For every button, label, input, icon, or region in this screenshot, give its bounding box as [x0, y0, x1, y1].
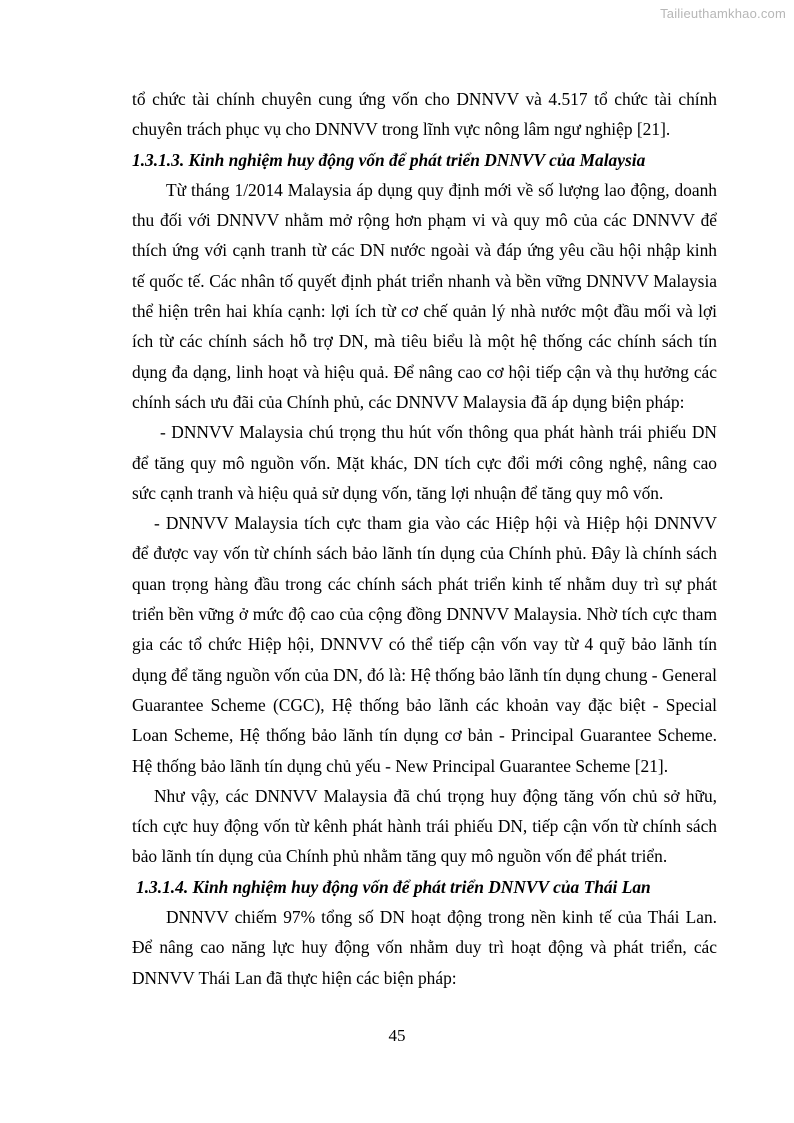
body-line: thể hiện trên hai khía cạnh: lợi ích từ cơ chế quản lý nhà nước một đầu mối và lợi	[132, 301, 717, 322]
watermark: Tailieuthamkhao.com	[660, 6, 786, 21]
body-line: quan trọng hàng đầu trong các chính sách phát triển kinh tế nhằm duy trì sự phát	[132, 573, 717, 594]
section-heading: 1.3.1.3. Kinh nghiệm huy động vốn để phát triển DNNVV của Malaysia	[132, 149, 646, 170]
body-line: - DNNVV Malaysia tích cực tham gia vào các Hiệp hội và Hiệp hội DNNVV	[154, 513, 717, 534]
body-line: DNNVV chiếm 97% tổng số DN hoạt động trong nền kinh tế của Thái Lan.	[166, 907, 717, 928]
body-line: chuyên trách phục vụ cho DNNVV trong lĩnh vực nông lâm ngư nghiệp [21].	[132, 119, 671, 140]
body-line: Như vậy, các DNNVV Malaysia đã chú trọng huy động tăng vốn chủ sở hữu,	[154, 785, 717, 806]
body-line: Từ tháng 1/2014 Malaysia áp dụng quy định mới về số lượng lao động, doanh	[166, 179, 717, 200]
body-line: Hệ thống bảo lãnh tín dụng chủ yếu - New Principal Guarantee Scheme [21].	[132, 755, 669, 776]
body-line: chính sách ưu đãi của Chính phủ, các DNNVV Malaysia đã áp dụng biện pháp:	[132, 391, 685, 412]
body-line: DNNVV Thái Lan đã thực hiện các biện pháp:	[132, 967, 457, 988]
body-line: tổ chức tài chính chuyên cung ứng vốn cho DNNVV và 4.517 tổ chức tài chính	[132, 89, 717, 109]
body-line: sức cạnh tranh và hiệu quả sử dụng vốn, tăng lợi nhuận để tăng quy mô vốn.	[132, 482, 664, 503]
body-line: dụng để tăng nguồn vốn của DN, đó là: Hệ thống bảo lãnh tín dụng chung - General	[132, 664, 717, 685]
body-line: tế quốc tế. Các nhân tố quyết định phát triển nhanh và bền vững DNNVV Malaysia	[132, 270, 717, 291]
body-line: để tăng quy mô nguồn vốn. Mặt khác, DN tích cực đổi mới công nghệ, nâng cao	[132, 452, 717, 473]
body-line: tích cực huy động vốn từ kênh phát hành trái phiếu DN, tiếp cận vốn từ chính sách	[132, 816, 717, 837]
body-line: ích từ các chính sách hỗ trợ DN, mà tiêu biểu là một hệ thống các chính sách tín	[132, 331, 717, 352]
page-number: 45	[388, 1026, 406, 1045]
body-line: - DNNVV Malaysia chú trọng thu hút vốn thông qua phát hành trái phiếu DN	[160, 422, 717, 443]
body-line: gia các tổ chức Hiệp hội, DNNVV có thể tiếp cận vốn vay từ 4 quỹ bảo lãnh tín	[132, 634, 717, 655]
document-body	[132, 84, 717, 993]
body-line: Loan Scheme, Hệ thống bảo lãnh tín dụng cơ bản - Principal Guarantee Scheme.	[132, 725, 717, 746]
body-line: để được vay vốn từ chính sách bảo lãnh tín dụng của Chính phủ. Đây là chính sách	[132, 543, 717, 564]
body-line: thu đối với DNNVV nhằm mở rộng hơn phạm vi và quy mô của các DNNVV để	[132, 210, 717, 231]
body-line: thích ứng với cạnh tranh từ các DN nước ngoài và đáp ứng yêu cầu hội nhập kinh	[132, 240, 717, 261]
body-line: Guarantee Scheme (CGC), Hệ thống bảo lãnh các khoản vay đặc biệt - Special	[132, 694, 717, 715]
body-line: Để nâng cao năng lực huy động vốn nhằm duy trì hoạt động và phát triển, các	[132, 937, 717, 958]
body-line: dụng đa dạng, linh hoạt và hiệu quả. Để nâng cao cơ hội tiếp cận và thụ hưởng các	[132, 361, 717, 382]
body-line: triển bền vững ở mức độ cao của cộng đồng DNNVV Malaysia. Nhờ tích cực tham	[132, 604, 717, 625]
section-heading: 1.3.1.4. Kinh nghiệm huy động vốn để phát triển DNNVV của Thái Lan	[136, 876, 651, 897]
body-line: bảo lãnh tín dụng của Chính phủ nhằm tăng quy mô nguồn vốn để phát triển.	[132, 846, 668, 867]
